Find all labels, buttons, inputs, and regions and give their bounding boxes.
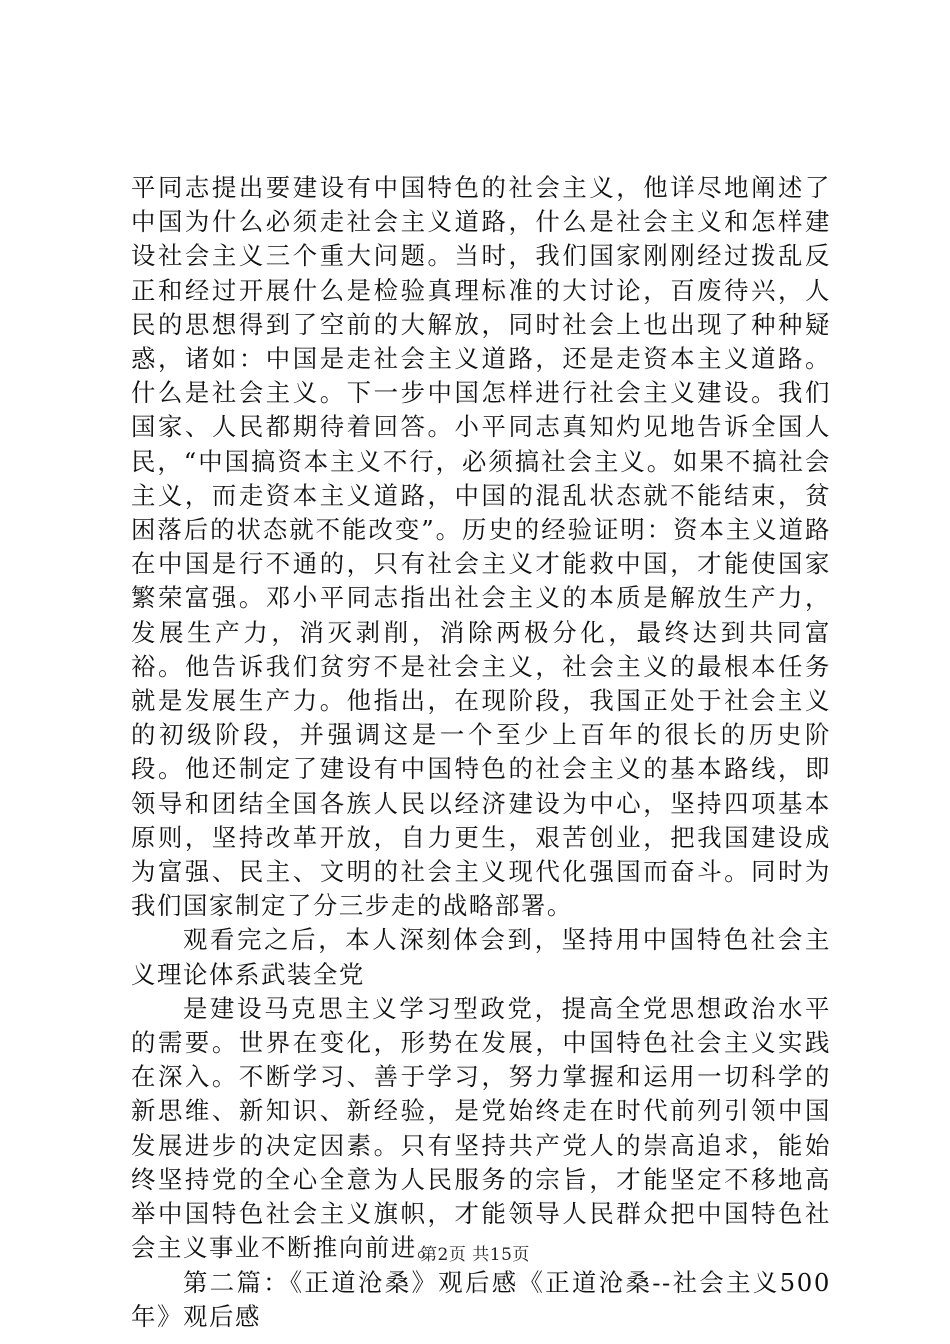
paragraph-continuation: 平同志提出要建设有中国特色的社会主义，他详尽地阐述了中国为什么必须走社会主义道路，什么是社会主义和怎样建设社会主义三个重大问题。当时，我们国家刚刚经过拨乱反正和经过开展什么是检验真理标准的大讨论，百废待兴，人民的思想得到了空前的大解放，同时社会上也出现了种种疑惑，诸如：中国是走社会主义道路，还是走资本主义道路。什么是社会主义。下一步中国怎样进行社会主义建设。我们国家、人民都期待着回答。小平同志真知灼见地告诉全国人民，“中国搞资本主义不行，必须搞社会主义。如果不搞社会主义，而走资本主义道路，中国的混乱状态就不能结束，贫困落后的状态就不能改变”。历史的经验证明：资本主义道路在中国是行不通的，只有社会主义才能救中国，才能使国家繁荣富强。邓小平同志指出社会主义的本质是解放生产力，发展生产力，消灭剥削，消除两极分化，最终达到共同富裕。他告诉我们贫穷不是社会主义，社会主义的最根本任务就是发展生产力。他指出，在现阶段，我国正处于社会主义的初级阶段，并强调这是一个至少上百年的很长的历史阶段。他还制定了建设有中国特色的社会主义的基本路线，即领导和团结全国各族人民以经济建设为中心，坚持四项基本原则，坚持改革开放，自力更生，艰苦创业，把我国建设成为富强、民主、文明的社会主义现代化强国而奋斗。同时为我们国家制定了分三步走的战略部署。 bbox=[131, 173, 831, 921]
paragraph-reflection-intro: 观看完之后，本人深刻体会到，坚持用中国特色社会主义理论体系武装全党 bbox=[131, 925, 831, 989]
section-heading-part-two: 第二篇：《正道沧桑》观后感《正道沧桑--社会主义500年》观后感 bbox=[131, 1267, 831, 1331]
page-number-footer: 第2页 共15页 bbox=[420, 1245, 530, 1265]
paragraph-reflection-body: 是建设马克思主义学习型政党，提高全党思想政治水平的需要。世界在变化，形势在发展，中国特色社会主义实践在深入。不断学习、善于学习，努力掌握和运用一切科学的新思维、新知识、新经验，是党始终走在时代前列引领中国发展进步的决定因素。只有坚持共产党人的崇高追求，能始终坚持党的全心全意为人民服务的宗旨，才能坚定不移地高举中国特色社会主义旗帜，才能领导人民群众把中国特色社会主义事业不断推向前进。 bbox=[131, 993, 831, 1263]
document-body bbox=[131, 171, 831, 1334]
